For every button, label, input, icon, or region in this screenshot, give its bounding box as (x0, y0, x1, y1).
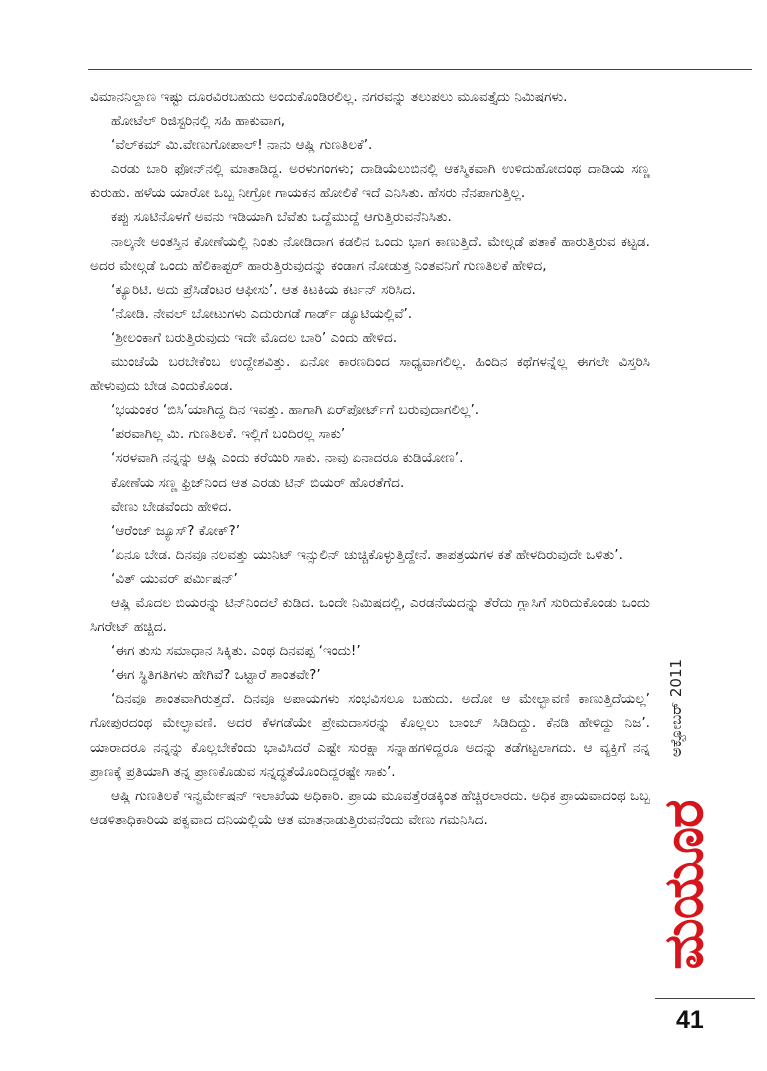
article-body (90, 85, 650, 832)
paragraph: ಕೋಣೆಯ ಸಣ್ಣ ಫ್ರಿಜ್‌ನಿಂದ ಆತ ಎರಡು ಟಿನ್ ಬಿಯರ್ ಹೊರತೆಗೆದ. (111, 474, 405, 491)
paragraph: ಆಷ್ಲಿ ಮೊದಲ ಬಿಯರನ್ನು ಟಿನ್‌ನಿಂದಲೆ ಕುಡಿದ. ಒಂದೇ ನಿಮಿಷದಲ್ಲಿ, ಎರಡನೆಯದನ್ನು ತೆರೆದು ಗ್ಲಾಸಿಗೆ ಸುರಿದುಕೊಂಡು ಒಂದು ಸಿಗರೇಟ್ ಹಚ್ಚಿದ. (90, 594, 650, 636)
paragraph: ‘ಭಯಂಕರ ‘ಬಿಸಿ’ಯಾಗಿದ್ದ ದಿನ ಇವತ್ತು. ಹಾಗಾಗಿ ಏರ್‌ಪೋರ್ಟ್‌ಗೆ ಬರುವುದಾಗಲಿಲ್ಲ’. (111, 402, 480, 419)
paragraph: ‘ಏನೂ ಬೇಡ. ದಿನವೂ ನಲವತ್ತು ಯುನಿಟ್ ಇನ್ಸುಲಿನ್ ಚುಚ್ಚಿಕೊಳ್ಳುತ್ತಿದ್ದೇನೆ. ತಾಪತ್ರಯಗಳ ಕತೆ ಹೇಳದಿರುವುದೇ ಒಳಿತು’. (111, 546, 623, 563)
page-number: 41 (676, 1006, 704, 1034)
paragraph: ಕಪ್ಪು ಸೂಟಿನೊಳಗೆ ಅವನು ಇಡಿಯಾಗಿ ಬೆವೆತು ಒದ್ದೆಮುದ್ದೆ ಆಗುತ್ತಿರುವನೆನಿಸಿತು. (111, 209, 452, 226)
header-rule (88, 69, 752, 70)
issue-date: ಅಕ್ಟೋಬರ್ 2011 (667, 658, 685, 758)
paragraph: ಮುಂಚೆಯೆ ಬರಬೇಕೆಂಬ ಉದ್ದೇಶವಿತ್ತು. ಏನೋ ಕಾರಣದಿಂದ ಸಾಧ್ಯವಾಗಲಿಲ್ಲ. ಹಿಂದಿನ ಕಥೆಗಳನ್ನೆಲ್ಲ ಈಗಲೇ ವಿಸ್ತರಿಸಿ ಹೇಳುವುದು ಬೇಡ ಎಂದುಕೊಂಡ. (90, 354, 650, 395)
paragraph: ವೇಣು ಬೇಡವೆಂದು ಹೇಳಿದ. (111, 498, 232, 515)
paragraph: ‘ಪರವಾಗಿಲ್ಲ ಮಿ. ಗುಣತಿಲಕೆ. ಇಲ್ಲಿಗೆ ಬಂದಿರಲ್ಲ ಸಾಕು’ (111, 426, 346, 443)
paragraph: ‘ಶ್ರೀಲಂಕಾಗೆ ಬರುತ್ತಿರುವುದು ಇದೇ ಮೊದಲ ಬಾರಿ’ ಎಂದು ಹೇಳಿದ. (111, 329, 398, 346)
paragraph: ಆಷ್ಲಿ ಗುಣತಿಲಕೆ ಇನ್ವರ್ಮೇಷನ್ ಇಲಾಖೆಯ ಅಧಿಕಾರಿ. ಪ್ರಾಯ ಮೂವತ್ತೆರಡಕ್ಕಿಂತ ಹೆಚ್ಚಿರಲಾರದು. ಅಧಿಕ ಪ್ರಾಯವಾದಂಥ ಒಬ್ಬ ಆಡಳಿತಾಧಿಕಾರಿಯ ಪಕ್ವವಾದ ದನಿಯಲ್ಲಿಯೆ ಆತ ಮಾತನಾಡುತ್ತಿರುವನೆಂದು ವೇಣು ಗಮನಿಸಿದ. (90, 787, 650, 828)
paragraph: ‘ವಿತ್ ಯುವರ್ ಪರ್ಮಿಷನ್’ (111, 570, 238, 587)
paragraph: ‘ಸರಳವಾಗಿ ನನ್ನನ್ನು ಆಷ್ಲಿ ಎಂದು ಕರೆಯಿರಿ ಸಾಕು. ನಾವು ಏನಾದರೂ ಕುಡಿಯೋಣ’. (111, 450, 464, 467)
paragraph: ‘ನೋಡಿ. ನೇವಲ್ ಬೋಟುಗಳು ಎದುರುಗಡೆ ಗಾರ್ಡ್ ಡ್ಯೂಟಿಯಲ್ಲಿವೆ’. (111, 305, 413, 322)
paragraph: ‘ವೆಲ್‌ಕಮ್ ಮಿ.ವೇಣುಗೋಪಾಲ್! ನಾನು ಆಷ್ಲಿ ಗುಣತಿಲಕೆ’. (111, 137, 373, 154)
paragraph: ‘ಈಗ ಸ್ಥಿತಿಗತಿಗಳು ಹೇಗಿವೆ? ಒಟ್ಟಾರೆ ಶಾಂತವೇ?’ (111, 667, 321, 684)
paragraph: ಎರಡು ಬಾರಿ ಫೋನ್‌ನಲ್ಲಿ ಮಾತಾಡಿದ್ದ. ಅರಳುಗಂಗಳು; ದಾಡಿಯೆಲುಬಿನಲ್ಲಿ ಆಕಸ್ಮಿಕವಾಗಿ ಉಳಿದುಹೋದಂಥ ದಾಡಿಯ ಸಣ್ಣ ಕುರುಹು. ಹಳೆಯ ಯಾರೋ ಒಬ್ಬ ನೀಗ್ರೋ ಗಾಯಕನ ಹೋಲಿಕೆ ಇದೆ ಎನಿಸಿತು. ಹೆಸರು ನೆನಪಾಗುತ್ತಿಲ್ಲ. (90, 161, 650, 202)
paragraph: ‘ಈಗ ತುಸು ಸಮಾಧಾನ ಸಿಕ್ಕಿತು. ಎಂಥ ದಿನವಪ್ಪ ‘ಇಂದು!’ (111, 643, 361, 660)
paragraph: ನಾಲ್ಕನೇ ಅಂತಸ್ತಿನ ಕೋಣೆಯಲ್ಲಿ ನಿಂತು ನೋಡಿದಾಗ ಕಡಲಿನ ಒಂದು ಭಾಗ ಕಾಣುತ್ತಿದೆ. ಮೇಲ್ಗಡೆ ಪತಾಕೆ ಹಾರುತ್ತಿರುವ ಕಟ್ಟಡ. ಅದರ ಮೇಲ್ಗಡೆ ಒಂದು ಹೆಲಿಕಾಪ್ಟರ್ ಹಾರುತ್ತಿರುವುದನ್ನು ಕಂಡಾಗ ನೋಡುತ್ತ ನಿಂತವನಿಗೆ ಗುಣತಿಲಕೆ ಹೇಳಿದ, (90, 233, 650, 274)
paragraph: ಹೋಟೆಲ್ ರಿಜಿಸ್ಟರಿನಲ್ಲಿ ಸಹಿ ಹಾಕುವಾಗ, (111, 113, 286, 130)
paragraph: ‘ಕ್ಯೂರಿಟಿ. ಅದು ಪ್ರೆಸಿಡೆಂಟರ ಆಫೀಸು’. ಆತ ಕಿಟಕಿಯ ಕರ್ಟನ್ ಸರಿಸಿದ. (111, 281, 416, 298)
paragraph: ‘ಆರೆಂಜ್ ಜ್ಯೂಸ್? ಕೋಕ್?’ (111, 522, 241, 539)
paragraph: ವಿಮಾನನಿಲ್ದಾಣ ಇಷ್ಟು ದೂರವಿರಬಹುದು ಅಂದುಕೊಂಡಿರಲಿಲ್ಲ. ನಗರವನ್ನು ತಲುಪಲು ಮೂವತ್ತೈದು ನಿಮಿಷಗಳು. (90, 89, 568, 105)
paragraph: ‘ದಿನವೂ ಶಾಂತವಾಗಿರುತ್ತದೆ. ದಿನವೂ ಅಪಾಯಗಳು ಸಂಭವಿಸಲೂ ಬಹುದು. ಅದೋ ಆ ಮೇಲ್ಭಾವಣಿ ಕಾಣುತ್ತಿದೆಯಲ್ಲ’ ಗೋಪುರದಂಥ ಮೇಲ್ಛಾವಣಿ. ಅದರ ಕೆಳಗಡೆಯೇ ಪ್ರೇಮದಾಸರನ್ನು ಕೊಲ್ಲಲು ಬಾಂಬ್ ಸಿಡಿದಿದ್ದು. ಕೆನಡಿ ಹೇಳಿದ್ದು ನಿಜ’. ಯಾರಾದರೂ ನನ್ನನ್ನು ಕೊಲ್ಲಬೇಕೆಂದು ಭಾವಿಸಿದರೆ ಎಷ್ಟೇ ಸುರಕ್ಷಾ ಸನ್ನಾಹಗಳಿದ್ದರೂ ಅದನ್ನು ತಡೆಗಟ್ಟಲಾಗದು. ಆ ವ್ಯಕ್ತಿಗೆ ನನ್ನ ಪ್ರಾಣಕ್ಕೆ ಪ್ರತಿಯಾಗಿ ತನ್ನ ಪ್ರಾಣಕೊಡುವ ಸನ್ನದ್ಧತೆಯೊಂದಿದ್ದರಷ್ಟೇ ಸಾಕು’. (90, 691, 650, 780)
magazine-title: ಮಯೂರ (652, 800, 715, 970)
footer-rule (655, 998, 755, 999)
